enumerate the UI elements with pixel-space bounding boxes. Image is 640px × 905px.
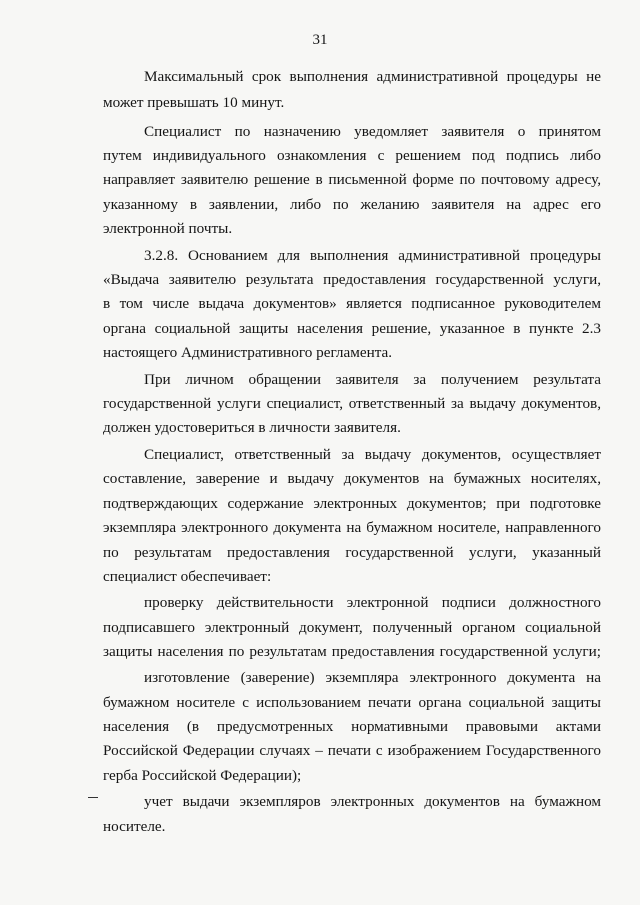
text-line: носителе.	[103, 818, 166, 835]
text-line: направляет заявителю решение в письменной форме по почтовому адресу,	[103, 171, 601, 188]
text-line: При личном обращении заявителя за получением результата	[144, 371, 601, 388]
text-line: государственной услуги специалист, ответственный за выдачу документов,	[103, 395, 601, 412]
text-line: подтверждающих содержание электронных документов; при подготовке	[103, 495, 601, 512]
text-line: экземпляра электронного документа на бумажном носителе, направленного	[103, 519, 601, 536]
text-line: 3.2.8. Основанием для выполнения административной процедуры	[144, 247, 601, 264]
text-line: Специалист, ответственный за выдачу документов, осуществляет	[144, 446, 601, 463]
text-line: Специалист по назначению уведомляет заявителя о принятом	[144, 123, 601, 140]
text-line: настоящего Административного регламента.	[103, 344, 393, 361]
text-line: Максимальный срок выполнения административной процедуры не	[144, 68, 601, 85]
text-line: путем индивидуального ознакомления с решением под подпись либо	[103, 147, 601, 164]
text-line: изготовление (заверение) экземпляра электронного документа на	[144, 669, 601, 686]
text-line: в том числе выдача документов» является подписанное руководителем	[103, 295, 601, 312]
text-line: должен удостовериться в личности заявителя.	[103, 419, 401, 436]
text-line: защиты населения по результатам предоставления государственной услуги;	[103, 643, 601, 660]
text-line: учет выдачи экземпляров электронных документов на бумажном	[144, 793, 601, 810]
text-line: проверку действительности электронной подписи должностного	[144, 594, 601, 611]
text-line: составление, заверение и выдачу документов на бумажных носителях,	[103, 470, 601, 487]
text-line: населения (в предусмотренных нормативными правовыми актами	[103, 718, 601, 735]
text-line: герба Российской Федерации);	[103, 767, 302, 784]
text-line: бумажном носителе с использованием печати органа социальной защиты	[103, 694, 601, 711]
text-line: подписавшего электронный документ, полученный органом социальной	[103, 619, 601, 636]
text-line: может превышать 10 минут.	[103, 94, 285, 111]
text-line: специалист обеспечивает:	[103, 568, 272, 585]
text-line: Российской Федерации случаях – печати с изображением Государственного	[103, 742, 601, 759]
text-line: по результатам предоставления государственной услуги, указанный	[103, 544, 601, 561]
text-line: указанному в заявлении, либо по желанию заявителя на адрес его	[103, 196, 601, 213]
text-line: органа социальной защиты населения решение, указанное в пункте 2.3	[103, 320, 601, 337]
text-line: электронной почты.	[103, 220, 233, 237]
page-number: 31	[312, 32, 328, 48]
text-line: «Выдача заявителю результата предоставления государственной услуги,	[103, 271, 601, 288]
margin-mark	[88, 797, 98, 798]
